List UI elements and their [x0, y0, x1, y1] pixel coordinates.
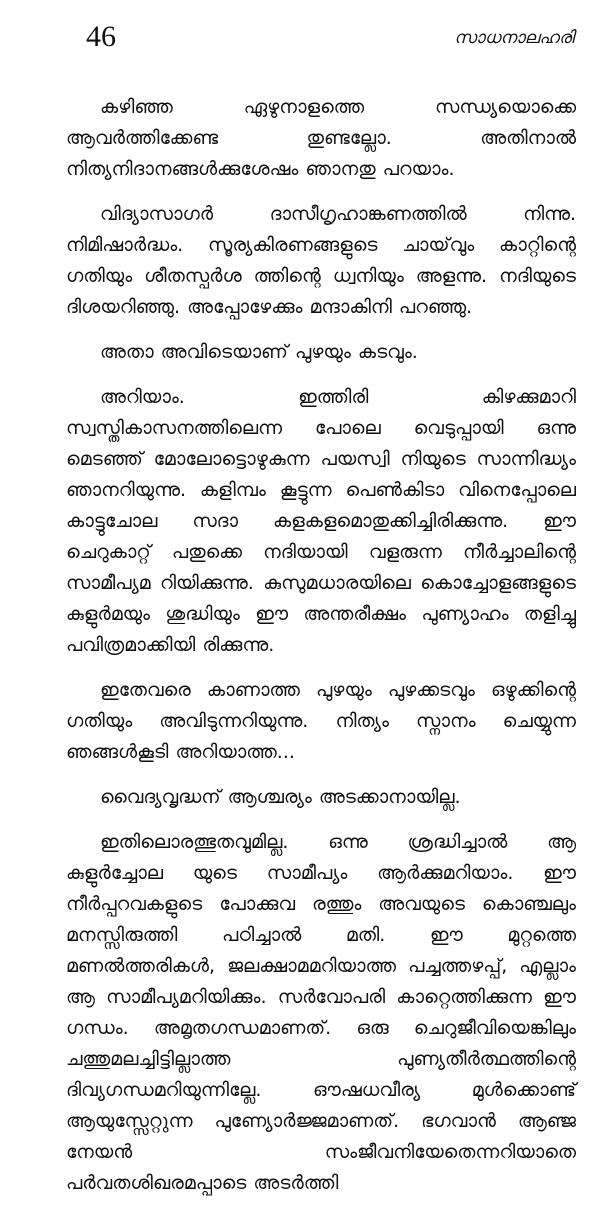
running-header [66, 0, 576, 60]
book-title: സാധനാലഹരി [454, 28, 574, 48]
paragraph: വിദ്യാസാഗർ ദാസീഗൃഹാങ്കണത്തിൽ നിന്നു. നിമിഷാർദ്ധം. സൂര്യകിരണങ്ങളുടെ ചായ്‌വും കാറ്റിന്റെ ഗതിയും ശീതസ്പർശ ത്തിന്റെ ധ്വനിയും അളന്നു. നദിയുടെ ദിശയറിഞ്ഞു. അപ്പോഴേക്കും മന്ദാകിനി പറഞ്ഞു. [66, 203, 576, 318]
paragraph: ഇതേവരെ കാണാത്ത പുഴയും പുഴക്കടവും ഒഴുക്കിന്റെ ഗതിയും അവിടുന്നറിയുന്നു. നിത്യം സ്നാനം ചെയ്യുന്ന ഞങ്ങൾകൂടി അറിയാത്ത... [66, 679, 576, 763]
paragraph: കഴിഞ്ഞ ഏഴുനാളത്തെ സന്ധ്യയൊക്കെ ആവർത്തിക്കേണ്ട തുണ്ടല്ലോ. അതിനാൽ നിത്യനിദാനങ്ങൾക്കുശേഷം ഞാനതു പറയാം. [66, 96, 576, 180]
page-number: 46 [86, 20, 116, 53]
paragraph: അതാ അവിടെയാണ് പുഴയും കടവും. [100, 341, 418, 363]
paragraph: ഇതിലൊരത്ഭുതവുമില്ല. ഒന്നു ശ്രദ്ധിച്ചാൽ ആ കുളുർച്ചോല യുടെ സാമീപ്യം ആർക്കുമറിയാം. ഈ നീർപ്പറവകളുടെ പോക്കുവ രത്തും അവയുടെ കൊഞ്ചലും മനസ്സിരുത്തി പഠിച്ചാൽ മതി. ഈ മുറ്റത്തെ മണൽത്തരികൾ, ജലക്ഷാമമറിയാത്ത പച്ചത്തഴപ്പ്, എല്ലാം ആ സാമീപ്യമറിയിക്കും. സർവോപരി കാറ്റെത്തിക്കുന്ന ഈ ഗന്ധം. അമൃതഗന്ധമാണത്. ഒരു ചെറുജീവിയെങ്കിലും ചത്തുമലച്ചിട്ടില്ലാത്ത പുണ്യതീർത്ഥത്തിന്റെ ദിവ്യഗന്ധമറിയുന്നില്ലേ. ഔഷധവീര്യ മുൾക്കൊണ്ട് ആയുസ്സേറ്റുന്ന പുണ്യോർജ്ജമാണത്. ഭഗവാൻ ആഞ്ജ നേയൻ സംജീവനിയേതെന്നറിയാതെ പർവതശിഖരമപ്പാടെ അടർത്തി [66, 831, 576, 1194]
paragraph: വൈദ്യവൃദ്ധന് ആശ്ചര്യം അടക്കാനായില്ല. [100, 786, 461, 808]
paragraph: അറിയാം. ഇത്തിരി കിഴക്കുമാറി സ്വസ്തികാസനത്തിലെന്ന പോലെ വെടുപ്പായി ഒന്നു മെടഞ്ഞ് മോലോട്ടൊഴുകുന്ന പയസ്വി നിയുടെ സാന്നിദ്ധ്യം ഞാനറിയുന്നു. കളിമ്പം കൂട്ടുന്ന പെൺകിടാ വിനെപ്പോലെ കാട്ടുചോല സദാ കളകളമൊതുക്കിച്ചിരിക്കുന്നു. ഈ ചെറുകാറ്റ് പതുക്കെ നദിയായി വളരുന്ന നീർച്ചാലിന്റെ സാമീപ്യമ റിയിക്കുന്നു. കുസുമധാരയിലെ കൊച്ചോളങ്ങളുടെ കുളുർമയും ശുദ്ധിയും ഈ അന്തരീക്ഷം പുണ്യാഹം തളിച്ചു പവിത്രമാക്കിയി രിക്കുന്നു. [66, 386, 576, 656]
body-text [66, 92, 576, 1213]
